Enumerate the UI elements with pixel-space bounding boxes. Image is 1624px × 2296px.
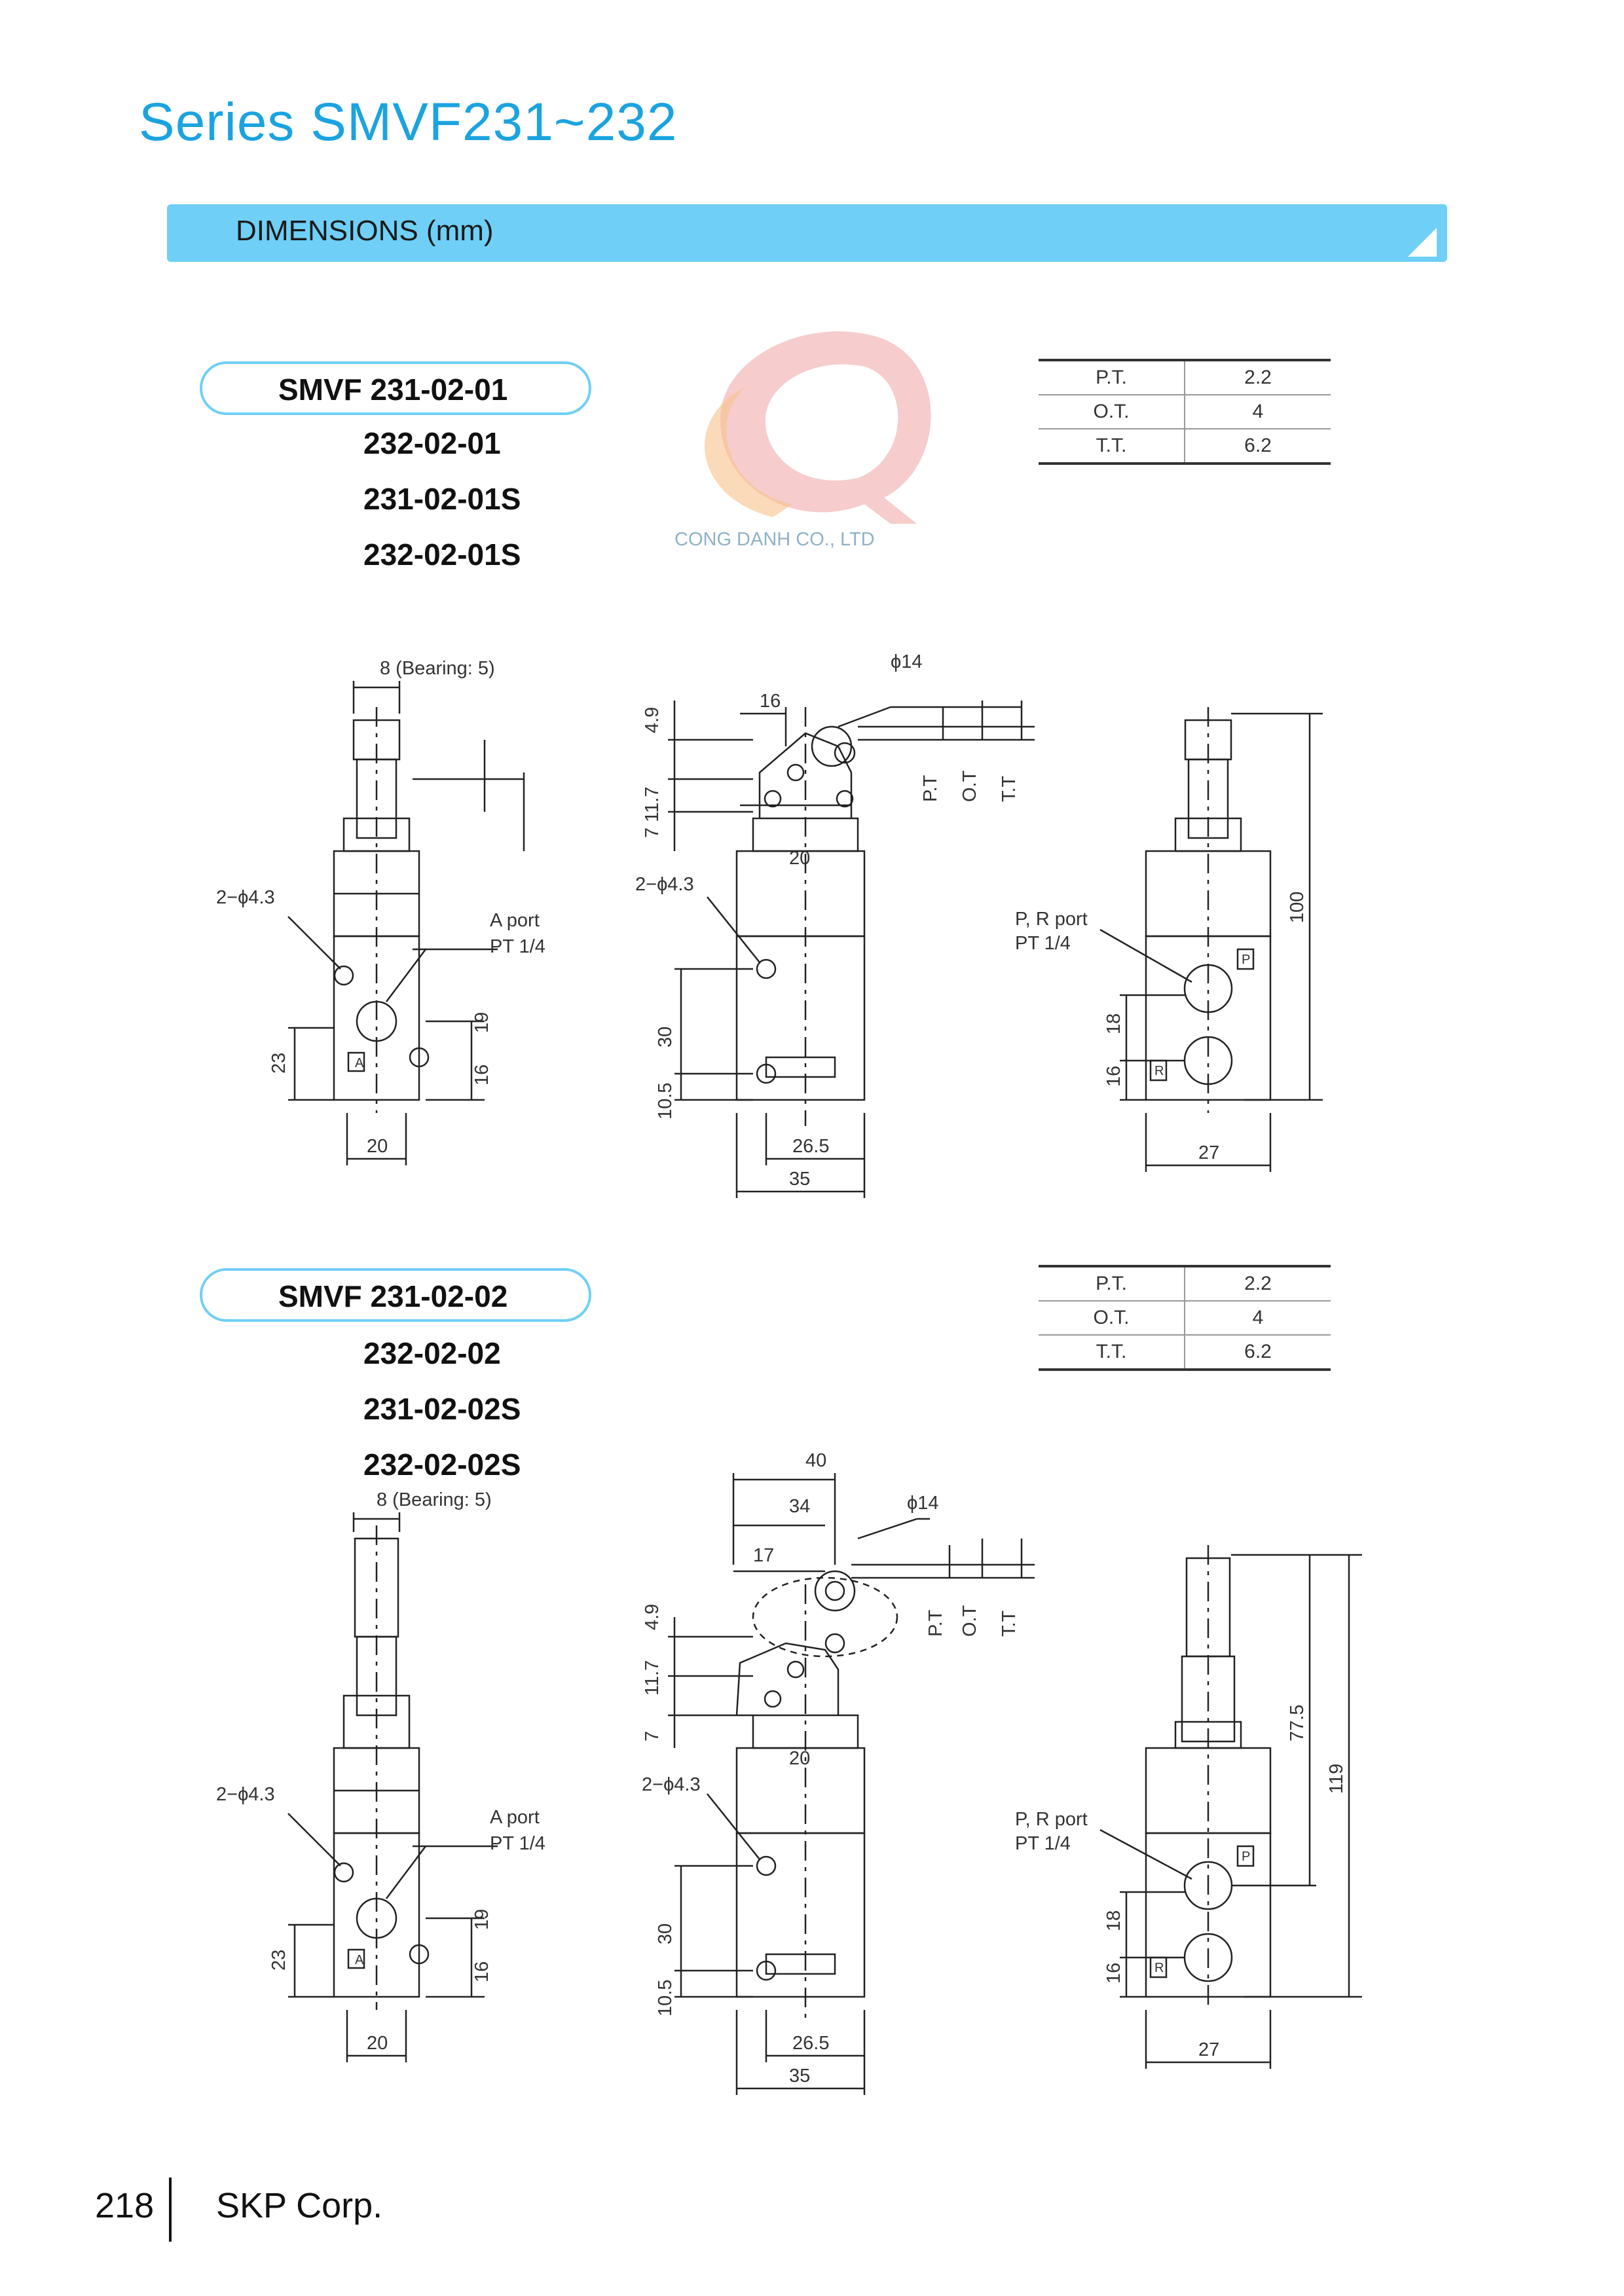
phi-label: ϕ14 [891, 651, 923, 672]
dim-16-rear: 16 [1103, 1962, 1124, 1984]
section-label: DIMENSIONS (mm) [236, 215, 494, 247]
dim-77-5: 77.5 [1287, 1704, 1308, 1741]
pr-port-label: P, R port [1015, 1809, 1088, 1830]
dim-27: 27 [1198, 2039, 1220, 2060]
model-name-3: 231-02-02S [363, 1392, 521, 1426]
model-name-2: 232-02-02 [363, 1336, 501, 1370]
corner-triangle-icon [1408, 228, 1437, 257]
rear-view [1015, 1545, 1362, 2069]
spec-table-1 [1039, 359, 1331, 465]
dim-100: 100 [1287, 891, 1308, 923]
dim-19: 19 [471, 1011, 492, 1033]
dim-20: 20 [367, 2033, 388, 2054]
dim-4-9: 4.9 [642, 706, 663, 733]
dim-16: 16 [471, 1064, 492, 1085]
a-port-thread: PT 1/4 [490, 1833, 545, 1854]
hole-label-side: 2−ϕ4.3 [642, 1774, 701, 1795]
pr-port-thread: PT 1/4 [1015, 1833, 1071, 1854]
model-name-1: SMVF 231-02-01 [278, 373, 508, 407]
dim-17: 17 [753, 1545, 775, 1566]
a-port-thread: PT 1/4 [490, 936, 545, 957]
page-number: 218 [95, 2186, 155, 2225]
side-view [635, 651, 1035, 1198]
pt-label: P.T [920, 774, 941, 802]
spec-value: 2.2 [1185, 1266, 1331, 1301]
pr-port-thread: PT 1/4 [1015, 933, 1071, 954]
front-view [216, 1489, 545, 2062]
model-name-4: 232-02-01S [363, 538, 521, 572]
pt-label: P.T [925, 1609, 946, 1637]
drawing-set-1 [196, 642, 1375, 1218]
ot-label: O.T [959, 770, 980, 802]
spec-value: 2.2 [1185, 360, 1331, 395]
watermark-logo [668, 321, 956, 563]
r-mark: R [1154, 1064, 1164, 1078]
front-view [216, 658, 545, 1165]
model-name-3: 231-02-01S [363, 482, 521, 516]
company-name: SKP Corp. [216, 2186, 383, 2225]
dim-10-5: 10.5 [655, 1082, 676, 1120]
model-name-4: 232-02-02S [363, 1448, 521, 1482]
p-mark: P [1242, 1850, 1251, 1864]
a-port-label: A port [490, 1807, 540, 1828]
rear-view [1015, 707, 1323, 1172]
series-title: Series SMVF231~232 [139, 92, 678, 152]
dim-30: 30 [655, 1923, 676, 1944]
pr-port-label: P, R port [1015, 909, 1088, 930]
dim-11-7: 11.7 [642, 1660, 663, 1696]
spec-value: 4 [1185, 395, 1331, 429]
phi-label: ϕ14 [907, 1493, 939, 1514]
tt-label: T.T [999, 775, 1020, 802]
spec-value: 6.2 [1185, 429, 1331, 464]
ot-label: O.T [959, 1605, 980, 1637]
tt-label: T.T [999, 1610, 1020, 1637]
dim-4-9: 4.9 [642, 1603, 663, 1630]
a-port-label: A port [490, 910, 540, 931]
spec-key: P.T. [1039, 1266, 1185, 1301]
footer-divider [169, 2178, 172, 2242]
spec-key: O.T. [1039, 395, 1185, 429]
dim-40: 40 [805, 1453, 827, 1471]
dim-16: 16 [471, 1961, 492, 1982]
dim-7-11-7: 7 11.7 [642, 786, 663, 838]
dim-20-mid: 20 [789, 848, 811, 869]
model-name-2: 232-02-01 [363, 426, 501, 460]
dim-16-top: 16 [760, 691, 781, 712]
spec-value: 6.2 [1185, 1335, 1331, 1370]
dim-27: 27 [1198, 1142, 1220, 1163]
dim-20-mid: 20 [789, 1748, 811, 1769]
dim-23: 23 [268, 1052, 289, 1074]
hole-label: 2−ϕ4.3 [216, 887, 275, 908]
spec-key: T.T. [1039, 429, 1185, 464]
dim-34: 34 [789, 1496, 811, 1517]
hole-label-side: 2−ϕ4.3 [635, 874, 694, 895]
hole-label: 2−ϕ4.3 [216, 1784, 275, 1805]
dim-26-5: 26.5 [792, 2033, 830, 2054]
dim-35: 35 [789, 2066, 811, 2086]
model-name-1: SMVF 231-02-02 [278, 1279, 508, 1313]
dim-30: 30 [655, 1026, 676, 1048]
side-view [642, 1453, 1035, 2095]
dim-20: 20 [367, 1136, 388, 1157]
bearing-label: 8 (Bearing: 5) [380, 658, 495, 679]
spec-table-2 [1039, 1265, 1331, 1371]
dim-19: 19 [471, 1908, 492, 1930]
dim-119: 119 [1326, 1763, 1347, 1794]
bearing-label: 8 (Bearing: 5) [377, 1489, 492, 1510]
spec-key: T.T. [1039, 1335, 1185, 1370]
dim-23: 23 [268, 1949, 289, 1971]
drawing-set-2 [196, 1453, 1375, 2108]
a-mark: A [355, 1953, 364, 1967]
p-mark: P [1242, 953, 1251, 967]
watermark-text: CONG DANH CO., LTD [674, 529, 875, 550]
dim-10-5: 10.5 [655, 1979, 676, 2016]
spec-key: P.T. [1039, 360, 1185, 395]
dim-35: 35 [789, 1169, 811, 1190]
dim-18: 18 [1103, 1013, 1124, 1034]
dim-26-5: 26.5 [792, 1136, 830, 1157]
dim-16-rear: 16 [1103, 1065, 1124, 1087]
dim-7: 7 [642, 1730, 663, 1741]
dim-18: 18 [1103, 1910, 1124, 1931]
r-mark: R [1154, 1961, 1164, 1975]
spec-value: 4 [1185, 1301, 1331, 1335]
a-mark: A [355, 1056, 364, 1070]
spec-key: O.T. [1039, 1301, 1185, 1335]
